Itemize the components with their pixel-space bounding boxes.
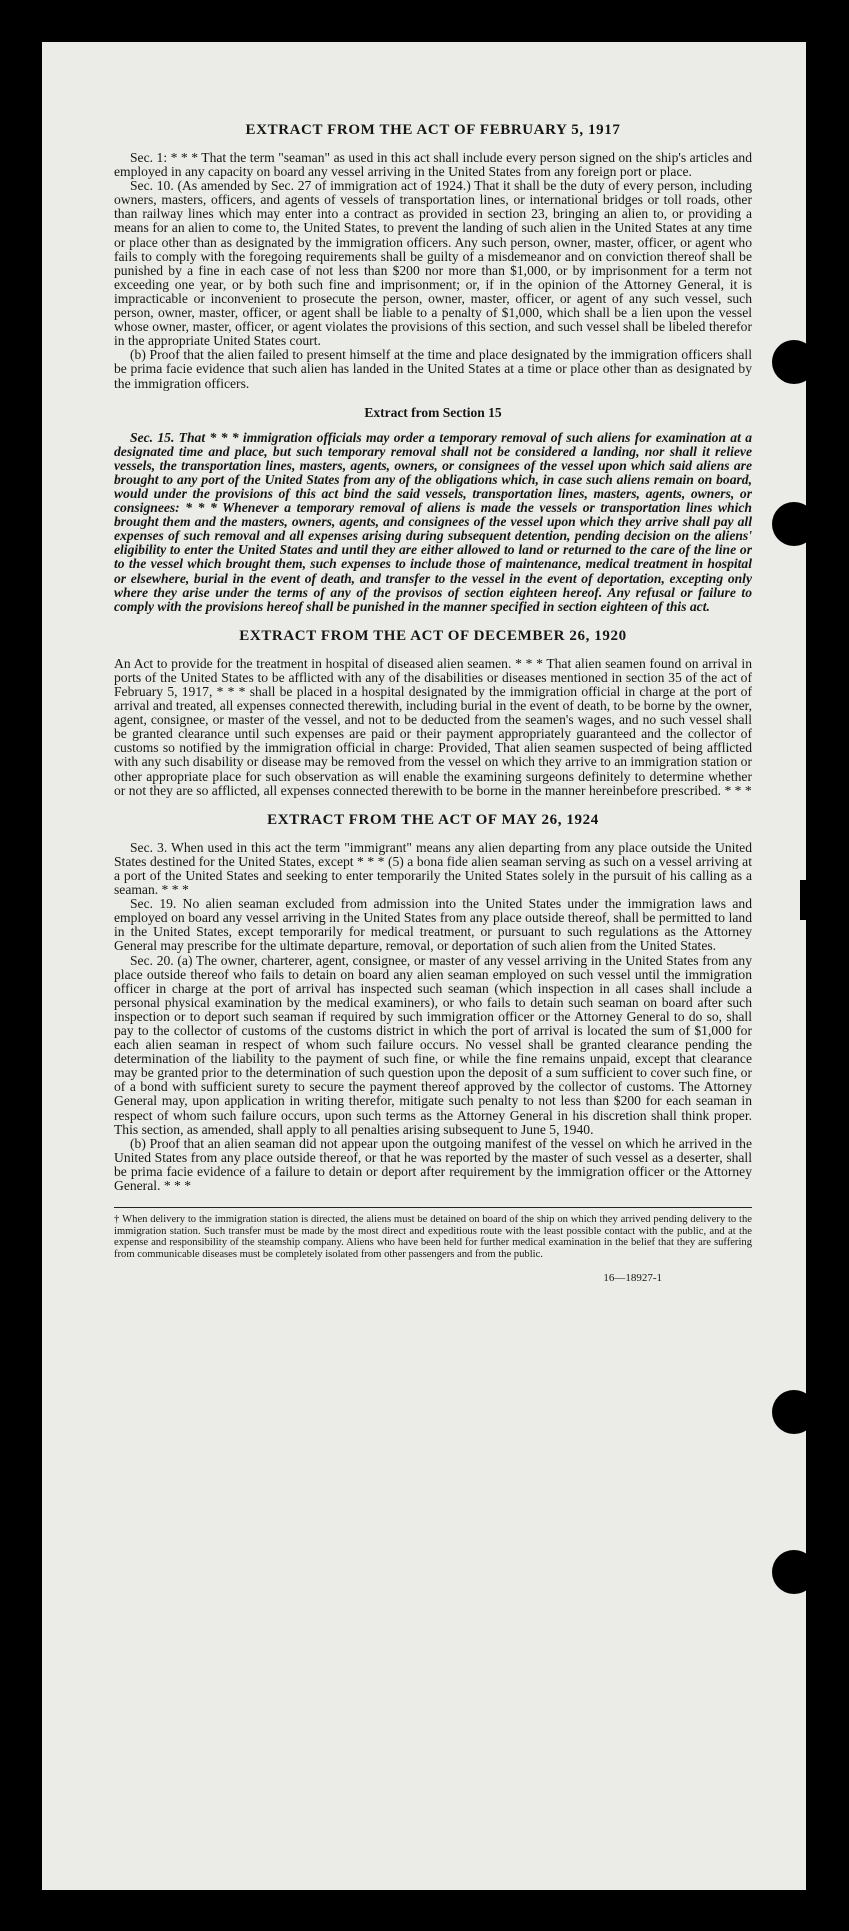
paragraph-act-1920: An Act to provide for the treatment in hospital of diseased alien seamen. * * * That alien seamen found on arrival in ports of the United States to be afflicted with any of the disabilities or diseases mentioned in section 35 of the act of February 5, 1917, * * * shall be placed in a hospital designated by the immigration official in charge at the port of arrival and treated, all expenses connected therewith, including burial in the event of death, to be borne by the owner, agent, consignee, or master of the vessel, and not to be deducted from the seamen's wages, and no such vessel shall be granted clearance until such expenses are paid or their payment appropriately guaranteed and the collector of customs so notified by the immigration official in charge: Provided, That alien seamen suspected of being afflicted with any such disability or disease may be removed from the vessel on which they arrive to an immigration station or other appropriate place for such observation as will enable the examining surgeons definitely to determine whether or not they are so afflicted, all expenses connected therewith to be borne in the manner hereinbefore prescribed. * * * xyxy=(114,655,752,798)
section-act-1920 xyxy=(114,657,752,798)
heading-act-1920: EXTRACT FROM THE ACT OF DECEMBER 26, 1920 xyxy=(239,627,627,644)
section-act-1924 xyxy=(114,841,752,1193)
footnote xyxy=(114,1214,752,1260)
heading-act-1917: EXTRACT FROM THE ACT OF FEBRUARY 5, 1917 xyxy=(245,122,621,138)
punch-hole-3 xyxy=(772,1390,806,1434)
section-act-1917 xyxy=(114,151,752,391)
heading-section-15: Extract from Section 15 xyxy=(364,404,502,420)
paragraph-sec-15: Sec. 15. That * * * immigration officials may order a temporary removal of such aliens for examination at a designated time and place, but such temporary removal shall not be considered a landing, nor shall it relieve vessels, the transportation lines, masters, agents, owners, or consignees of the vessel upon which said aliens are brought to any port of the United States from any of the obligations which, in case such aliens remain on board, would under the provisions of this act bind the said vessels, transportation lines, masters, agents, owners, or consignees: * * * Whenever a temporary removal of aliens is made the vessels or transportation lines which brought them and the masters, owners, agents, and consignees of the vessel upon which they arrive shall pay all expenses of such removal and all expenses arising during subsequent detention, pending decision on the aliens' eligibility to enter the United States and until they are either allowed to land or returned to the care of the line or to the vessel which brought them, such expenses to include those of maintenance, medical treatment in hospital or elsewhere, burial in the event of death, and transfer to the vessel in the event of deportation, excepting only where they arise under the terms of any of the provisos of section eighteen hereof. Any refusal or failure to comply with the provisions hereof shall be punished in the manner specified in section eighteen of this act. xyxy=(114,429,752,614)
paragraph-sec-1: Sec. 1: * * * That the term "seaman" as used in this act shall include every person signed on the ship's articles and employed in any capacity on board any vessel arriving in the United States from any foreign port or place. xyxy=(114,150,752,180)
punch-hole-1 xyxy=(772,340,806,384)
document-page xyxy=(42,42,806,1890)
paragraph-sec-20a: Sec. 20. (a) The owner, charterer, agent, consignee, or master of any vessel arriving in the United States from any place outside thereof who fails to detain on board any alien seaman employed on such vessel until the immigration officer in charge at the port of arrival has inspected such seaman (which inspection in all cases shall include a personal physical examination by the medical examiners), or who fails to detain such seaman on board after such inspection or to deport such seaman if required by such immigration officer or the Attorney General to do so, shall pay to the collector of customs of the customs district in which the port of arrival is located the sum of $1,000 for each alien seaman in respect of whom such failure occurs. No vessel shall be granted clearance pending the determination of the liability to the payment of such fine, or while the fine remains unpaid, except that clearance may be granted prior to the determination of such question upon the deposit of a sum sufficient to cover such fine, or of a bond with sufficient surety to secure the payment thereof approved by the collector of customs. The Attorney General may, upon application in writing therefor, mitigate such penalty to not less than $200 for each seaman in respect of whom such failure occurs, upon such terms as the Attorney General in his discretion shall think proper. This section, as amended, shall apply to all penalties arising subsequent to June 5, 1940. xyxy=(114,952,752,1137)
paragraph-sec-3: Sec. 3. When used in this act the term "immigrant" means any alien departing from any place outside the United States destined for the United States, except * * * (5) a bona fide alien seaman serving as such on a vessel arriving at a port of the United States and seeking to enter temporarily the United States solely in the pursuit of his calling as a seaman. * * * xyxy=(114,839,752,898)
form-code: 16—18927-1 xyxy=(603,1272,662,1285)
heading-act-1924: EXTRACT FROM THE ACT OF MAY 26, 1924 xyxy=(267,811,599,828)
paragraph-sec-10: Sec. 10. (As amended by Sec. 27 of immigration act of 1924.) That it shall be the duty of every person, including owners, masters, officers, and agents of vessels of transportation lines, or international bridges or toll roads, other than railway lines which may enter into a contract as provided in section 23, bringing an alien to, or providing a means for an alien to come to, the United States, to prevent the landing of such alien in the United States at any time or place other than as designated by the immigration officers. Any such person, owner, master, officer, or agent who fails to comply with the foregoing requirements shall be guilty of a misdemeanor and on conviction thereof shall be punished by a fine in each case of not less than $200 nor more than $1,000, or by imprisonment for a term not exceeding one year, or by both such fine and imprisonment; or, if in the opinion of the Attorney General, it is impracticable or inconvenient to prosecute the person, owner, master, officer, or agent of any such vessel, such person, owner, master, officer, or agent shall be liable to a penalty of $1,000, which shall be a lien upon the vessel whose owner, master, officer, or agent violates the provisions of this section, and such vessel shall be libeled therefor in the appropriate United States court. xyxy=(114,178,752,349)
footnote-text: † When delivery to the immigration station is directed, the aliens must be detained on board of the ship on which they arrived pending delivery to the immigration station. Such transfer must be made by the most direct and expeditious route with the least possible contact with the public, and at the expense and responsibility of the steamship company. Aliens who have been held for further medical examination in the belief that they are suffering from communicable diseases must be completely isolated from other passengers and from the public. xyxy=(114,1214,752,1260)
edge-notch xyxy=(800,880,814,920)
paragraph-sec-19: Sec. 19. No alien seaman excluded from admission into the United States under the immigration laws and employed on board any vessel arriving in the United States from any place outside thereof, shall be permitted to land in the United States, except temporarily for medical treatment, or pursuant to such regulations as the Attorney General may prescribe for the ultimate departure, removal, or deportation of such alien from the United States. xyxy=(114,896,752,954)
footnote-divider xyxy=(114,1207,752,1208)
paragraph-sec-20b: (b) Proof that an alien seaman did not appear upon the outgoing manifest of the vessel on which he arrived in the United States from any place outside thereof, or that he was reported by the master of such vessel as a deserter, shall be prima facie evidence of a failure to detain or deport after requirement by the immigration officer or the Attorney General. * * * xyxy=(114,1135,752,1193)
section-15-text xyxy=(114,431,752,614)
punch-hole-2 xyxy=(772,502,806,546)
punch-hole-4 xyxy=(772,1550,806,1594)
paragraph-sec-10b: (b) Proof that the alien failed to present himself at the time and place designated by the immigration officers shall be prima facie evidence that such alien has landed in the United States at a time or place other than as designated by the immigration officers. xyxy=(114,347,752,391)
